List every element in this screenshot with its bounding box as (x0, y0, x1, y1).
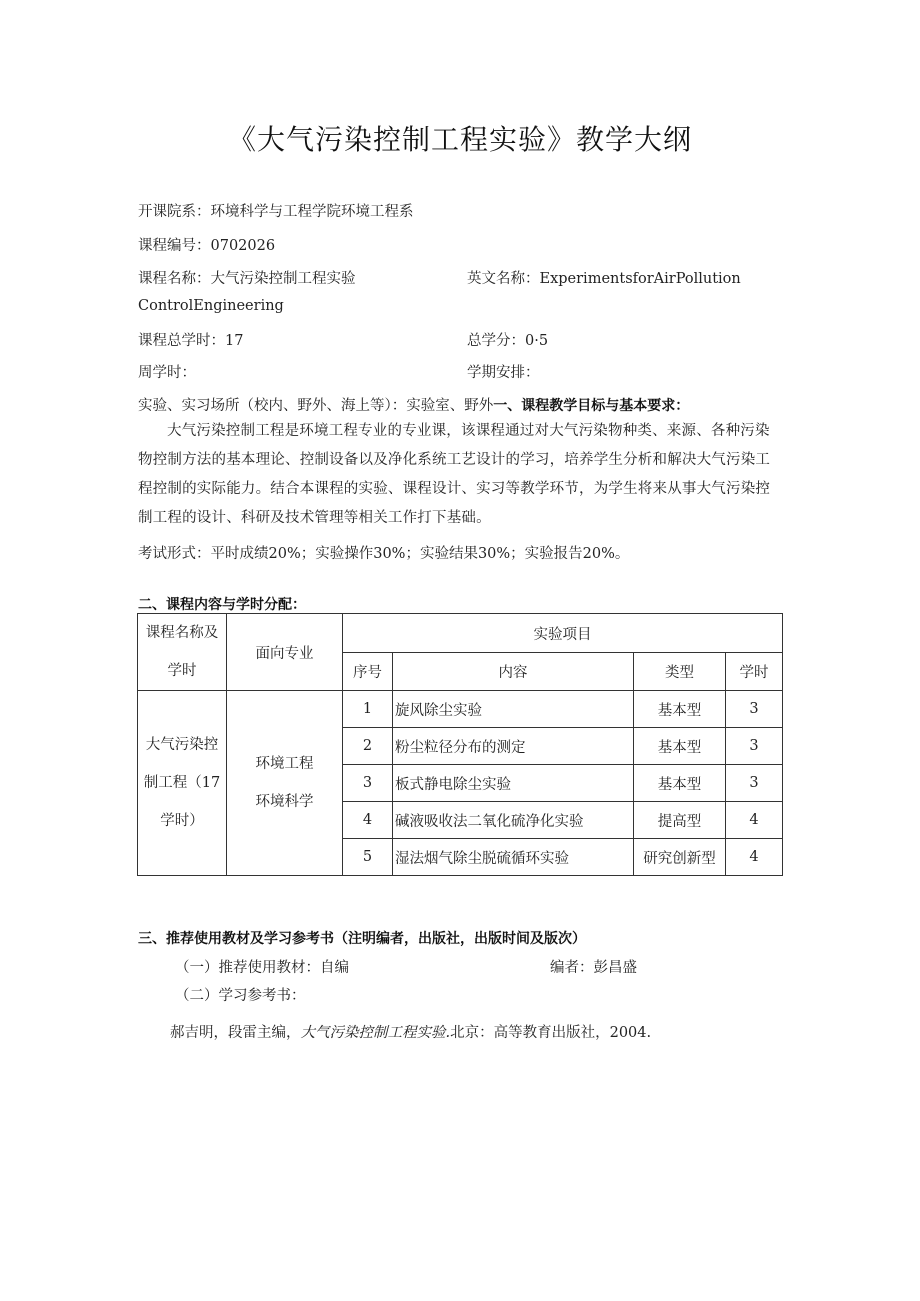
row-type: 基本型 (634, 765, 726, 802)
header-content: 内容 (393, 653, 634, 691)
row-type: 研究创新型 (634, 839, 726, 876)
page-title: 《大气污染控制工程实验》教学大纲 (227, 123, 692, 156)
course-cell-line2: 制工程（17 (143, 775, 221, 791)
section3-heading: 三、推荐使用教材及学习参考书（注明编者，出版社，出版时间及版次） (138, 931, 586, 947)
row-no: 5 (343, 839, 393, 876)
row-type: 提高型 (634, 802, 726, 839)
location-line (138, 394, 689, 415)
row-type: 基本型 (634, 728, 726, 765)
header-course-line2: 学时 (167, 663, 197, 679)
course-cell-line3: 学时） (160, 813, 204, 829)
english-name-continued: ControlEngineering (138, 298, 284, 314)
row-no: 2 (343, 728, 393, 765)
course-cell-line1: 大气污染控 (145, 737, 219, 753)
row-hours: 3 (726, 691, 783, 728)
course-name-line: 课程名称：大气污染控制工程实验 (138, 271, 356, 287)
course-code-line: 课程编号：0702026 (138, 238, 276, 254)
semester-line: 学期安排： (467, 365, 540, 381)
english-name-line: 英文名称：ExperimentsforAirPollution (467, 271, 741, 287)
header-course-line1: 课程名称及 (145, 625, 219, 641)
row-hours: 4 (726, 839, 783, 876)
reference-book: 大气污染控制工程实验. (300, 1025, 451, 1041)
row-no: 1 (343, 691, 393, 728)
row-hours: 3 (726, 765, 783, 802)
course-cell (138, 691, 227, 876)
total-hours-line: 课程总学时：17 (138, 333, 244, 349)
header-no: 序号 (343, 653, 393, 691)
row-content: 碱液吸收法二氧化硫净化实验 (393, 802, 634, 839)
header-type: 类型 (634, 653, 726, 691)
table-row (138, 691, 783, 728)
major-cell-line1: 环境工程 (255, 756, 314, 772)
major-cell (227, 691, 343, 876)
reference-publisher: 北京：高等教育出版社，2004. (450, 1025, 652, 1041)
row-content: 旋风除尘实验 (393, 691, 634, 728)
row-content: 湿法烟气除尘脱硫循环实验 (393, 839, 634, 876)
section2-heading: 二、课程内容与学时分配： (138, 597, 306, 613)
course-table (137, 613, 783, 876)
location-text: 实验、实习场所（校内、野外、海上等）：实验室、野外 (138, 398, 494, 414)
row-hours: 4 (726, 802, 783, 839)
row-content: 粉尘粒径分布的测定 (393, 728, 634, 765)
textbook-line: （一）推荐使用教材：自编 (175, 960, 349, 976)
weekly-hours-line: 周学时： (138, 365, 196, 381)
major-cell-line2: 环境科学 (255, 794, 314, 810)
reference-authors: 郝吉明，段雷主编， (170, 1025, 301, 1041)
row-no: 3 (343, 765, 393, 802)
row-content: 板式静电除尘实验 (393, 765, 634, 802)
row-no: 4 (343, 802, 393, 839)
section1-body: 大气污染控制工程是环境工程专业的专业课，该课程通过对大气污染物种类、来源、各种污染物控制方法的基本理论、控制设备以及净化系统工艺设计的学习，培养学生分析和解决大气污染工程控制的实际能力。结合本课程的实验、课程设计、实习等教学环节，为学生将来从事大气污染控制工程的设计、科研及技术管理等相关工作打下基础。 (138, 423, 771, 526)
credits-line: 总学分：0·5 (467, 333, 549, 349)
reference-entry (170, 1021, 651, 1042)
exam-line: 考试形式：平时成绩20%；实验操作30%；实验结果30%；实验报告20%。 (138, 546, 630, 562)
header-hours: 学时 (726, 653, 783, 691)
row-type: 基本型 (634, 691, 726, 728)
header-course (138, 614, 227, 691)
header-major: 面向专业 (227, 614, 343, 691)
dept-line: 开课院系：环境科学与工程学院环境工程系 (138, 204, 414, 220)
header-items: 实验项目 (343, 614, 783, 653)
row-hours: 3 (726, 728, 783, 765)
references-label: （二）学习参考书： (175, 988, 306, 1004)
editor-line: 编者：彭昌盛 (550, 960, 637, 976)
section1-heading: 一、课程教学目标与基本要求： (493, 398, 690, 414)
